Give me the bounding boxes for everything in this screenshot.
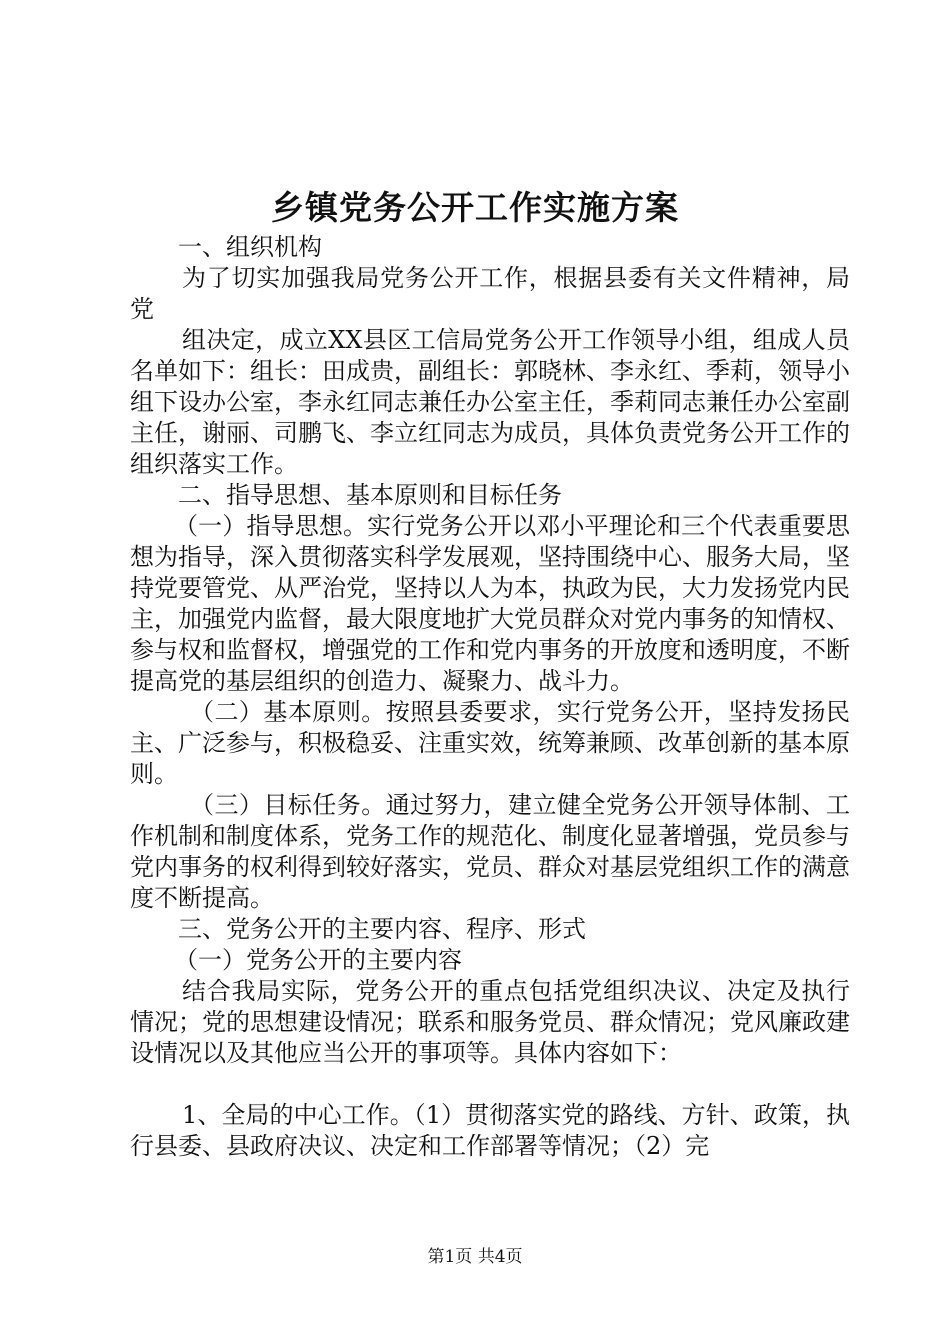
document-title: 乡镇党务公开工作实施方案 (271, 188, 679, 227)
paragraph-2: 组决定，成立XX县区工信局党务公开工作领导小组，组成人员名单如下：组长：田成贵，副组长：郭晓林、李永红、季莉，领导小组下设办公室，李永红同志兼任办公室主任，季莉同志兼任办公室副主任，谢丽、司鹏飞、李立红同志为成员，具体负责党务公开工作的组织落实工作。 (130, 326, 850, 478)
paragraph-basic-principles: （二）基本原则。按照县委要求，实行党务公开，坚持发扬民主、广泛参与，积极稳妥、注重实效，统筹兼顾、改革创新的基本原则。 (130, 698, 850, 788)
section-heading-2: 二、指导思想、基本原则和目标任务 (178, 481, 562, 509)
paragraph-content-overview: 结合我局实际，党务公开的重点包括党组织决议、决定及执行情况；党的思想建设情况；联系和服务党员、群众情况；党风廉政建设情况以及其他应当公开的事项等。具体内容如下： (130, 977, 850, 1067)
paragraph-1: 为了切实加强我局党务公开工作，根据县委有关文件精神，局党 (130, 264, 850, 323)
paragraph-central-work: 1、全局的中心工作。（1）贯彻落实党的路线、方针、政策，执行县委、县政府决议、决定和工作部署等情况；（2）完 (130, 1101, 850, 1160)
document-body (130, 232, 850, 1162)
section-heading-3: 三、党务公开的主要内容、程序、形式 (178, 915, 586, 943)
page-footer: 第1页 共4页 (427, 1247, 523, 1267)
section-heading-1: 一、组织机构 (178, 233, 322, 261)
paragraph-goals: （三）目标任务。通过努力，建立健全党务公开领导体制、工作机制和制度体系，党务工作的规范化、制度化显著增强，党员参与党内事务的权利得到较好落实，党员、群众对基层党组织工作的满意度不断提高。 (130, 791, 850, 912)
blank-line (130, 1069, 850, 1100)
subsection-heading-content: （一）党务公开的主要内容 (174, 946, 462, 974)
paragraph-guiding-thought: （一）指导思想。实行党务公开以邓小平理论和三个代表重要思想为指导，深入贯彻落实科学发展观，坚持围绕中心、服务大局，坚持党要管党、从严治党，坚持以人为本，执政为民，大力发扬党内民主，加强党内监督，最大限度地扩大党员群众对党内事务的知情权、参与权和监督权，增强党的工作和党内事务的开放度和透明度，不断提高党的基层组织的创造力、凝聚力、战斗力。 (130, 512, 850, 695)
